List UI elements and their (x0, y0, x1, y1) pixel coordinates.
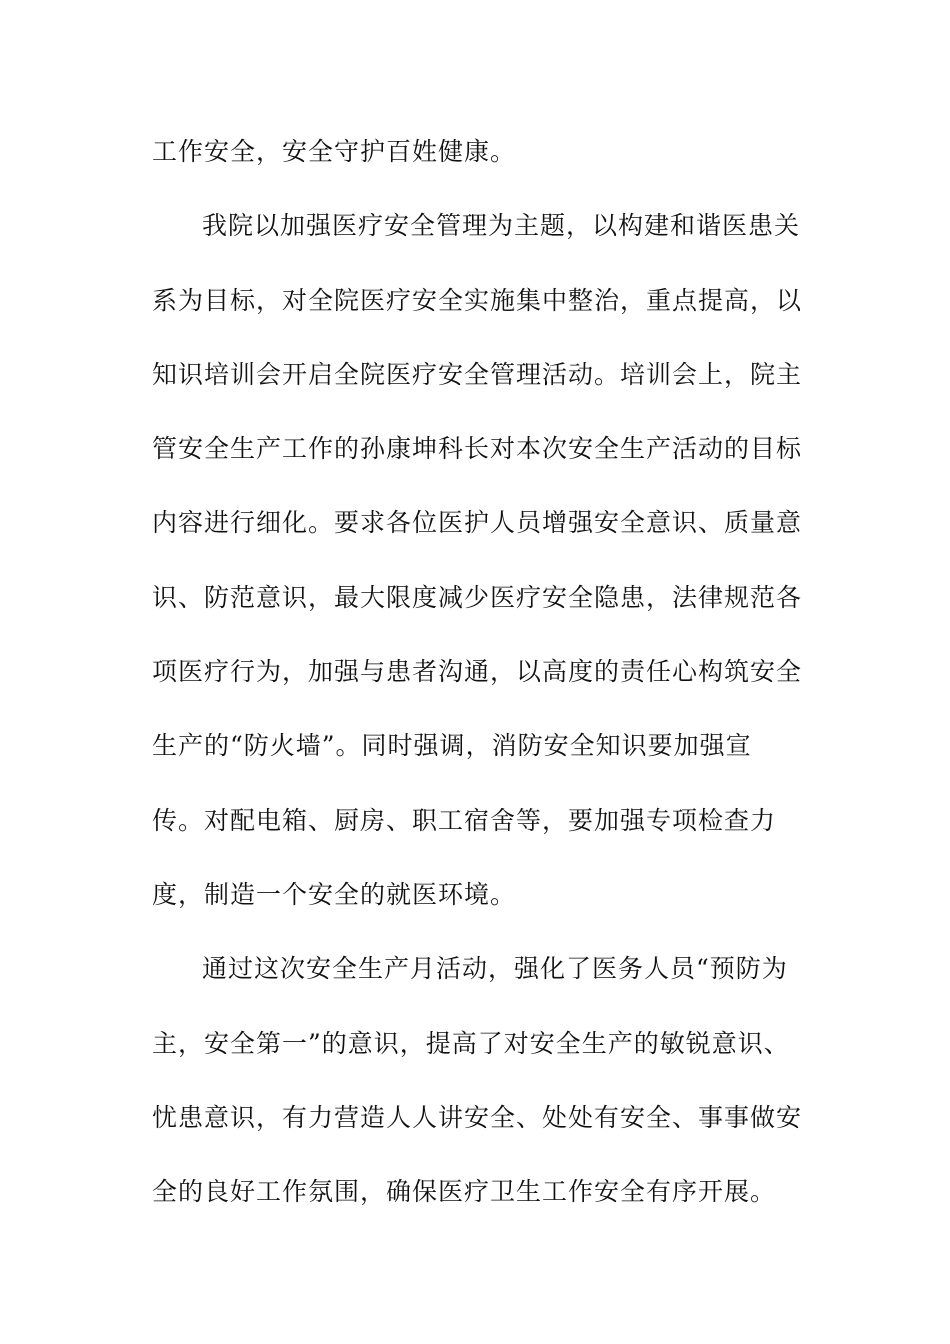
text-line: 主，安全第一”的意识，提高了对安全生产的敏锐意识、 (152, 1028, 790, 1058)
paragraph-start-line: 通过这次安全生产月活动，强化了医务人员“预防为 (202, 954, 788, 984)
text-line: 识、防范意识，最大限度减少医疗安全隐患，法律规范各 (152, 582, 803, 612)
text-line: 传。对配电箱、厨房、职工宿舍等，要加强专项检查力 (152, 805, 777, 835)
text-line: 全的良好工作氛围，确保医疗卫生工作安全有序开展。 (152, 1177, 777, 1207)
text-line: 内容进行细化。要求各位医护人员增强安全意识、质量意 (152, 508, 803, 538)
text-line: 生产的“防火墙”。同时强调，消防安全知识要加强宣 (152, 731, 752, 761)
text-line: 忧患意识，有力营造人人讲安全、处处有安全、事事做安 (152, 1102, 803, 1132)
document-body (152, 125, 812, 1239)
text-line: 管安全生产工作的孙康坤科长对本次安全生产活动的目标 (152, 434, 803, 464)
text-line: 系为目标，对全院医疗安全实施集中整治，重点提高，以 (152, 285, 803, 315)
text-line: 度，制造一个安全的就医环境。 (152, 879, 517, 909)
text-line: 工作安全，安全守护百姓健康。 (152, 137, 517, 166)
paragraph-start-line: 我院以加强医疗安全管理为主题，以构建和谐医患关 (202, 211, 801, 241)
text-line: 知识培训会开启全院医疗安全管理活动。培训会上，院主 (152, 359, 803, 389)
text-line: 项医疗行为，加强与患者沟通，以高度的责任心构筑安全 (152, 657, 803, 687)
